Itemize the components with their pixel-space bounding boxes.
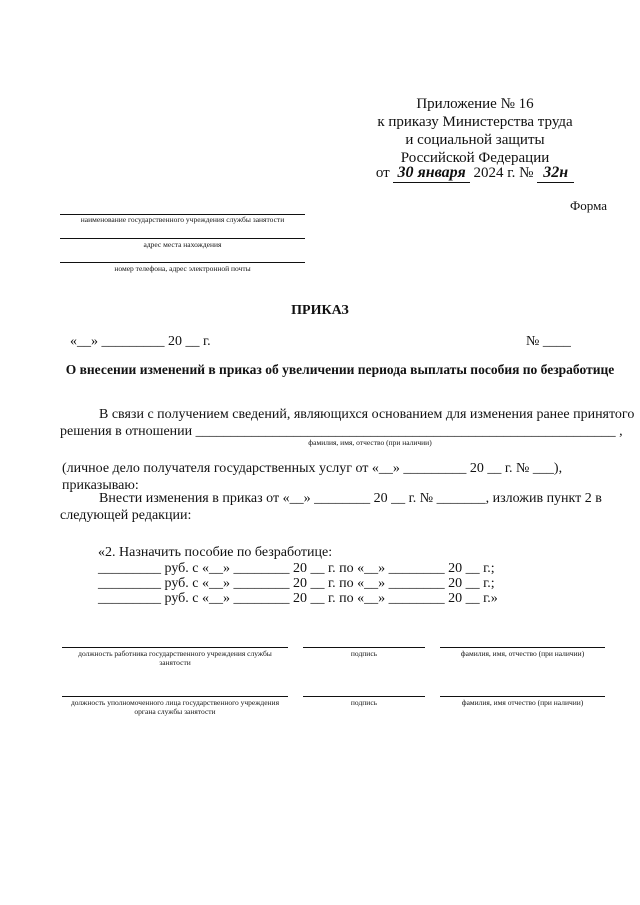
signature-position-line: [62, 647, 288, 648]
appendix-date-line: [330, 164, 620, 183]
handwritten-number: 32н: [537, 164, 574, 183]
signature-caption: подпись: [350, 649, 378, 658]
number-line: № ____: [526, 334, 571, 349]
quote-row: _________ руб. с «__» ________ 20 __ г. по «__» ________ 20 __ г.»: [98, 591, 498, 606]
signature-name-line: [440, 647, 605, 648]
signature-line: [303, 647, 425, 648]
quote-row: _________ руб. с «__» ________ 20 __ г. по «__» ________ 20 __ г.;: [98, 576, 495, 591]
date-prefix: от: [375, 165, 390, 181]
signature-position-caption: должность уполномоченного лица государственного учреждения органа службы занятости: [70, 698, 280, 716]
signature-name-caption: фамилия, имя отчество (при наличии): [461, 698, 584, 707]
address-caption: адрес места нахождения: [143, 240, 222, 249]
org-name-caption: наименование государственного учреждения службы занятости: [80, 215, 285, 224]
paragraph-3: Внести изменения в приказ от «__» ________ 20 __ г. № _______, изложив пункт 2 в: [99, 491, 602, 506]
appendix-line-1: Приложение № 16: [416, 96, 534, 112]
fio-caption: фамилия, имя, отчество (при наличии): [308, 438, 432, 447]
document-title: ПРИКАЗ: [291, 303, 349, 318]
signature-position-line: [62, 696, 288, 697]
quote-title: «2. Назначить пособие по безработице:: [98, 545, 333, 560]
form-label: Форма: [570, 198, 607, 213]
signature-caption: подпись: [350, 698, 378, 707]
date-year: 2024 г. №: [473, 165, 534, 181]
appendix-line-4: Российской Федерации: [400, 150, 550, 166]
signature-line: [303, 696, 425, 697]
signature-position-caption: должность работника государственного учреждения службы занятости: [78, 649, 272, 667]
subject-line: О внесении изменений в приказ об увеличении периода выплаты пособия по безработице: [65, 362, 615, 377]
paragraph-1: В связи с получением сведений, являющихся основанием для изменения ранее принятого: [99, 407, 635, 422]
paragraph-1-line2: решения в отношении ____________________________________________________________ ,: [60, 424, 623, 439]
appendix-line-3: и социальной защиты: [405, 132, 545, 148]
signature-name-caption: фамилия, имя, отчество (при наличии): [460, 649, 585, 658]
address-line: [60, 238, 305, 239]
date-line: «__» _________ 20 __ г.: [70, 334, 211, 349]
paragraph-3-line2: следующей редакции:: [60, 508, 192, 523]
contact-line: [60, 262, 305, 263]
appendix-line-2: к приказу Министерства труда: [377, 114, 573, 130]
quote-row: _________ руб. с «__» ________ 20 __ г. по «__» ________ 20 __ г.;: [98, 561, 495, 576]
signature-name-line: [440, 696, 605, 697]
paragraph-2: (личное дело получателя государственных услуг от «__» _________ 20 __ г. № ___), приказываю:: [62, 461, 563, 493]
handwritten-date: 30 января: [393, 164, 469, 183]
contact-caption: номер телефона, адрес электронной почты: [114, 264, 251, 273]
